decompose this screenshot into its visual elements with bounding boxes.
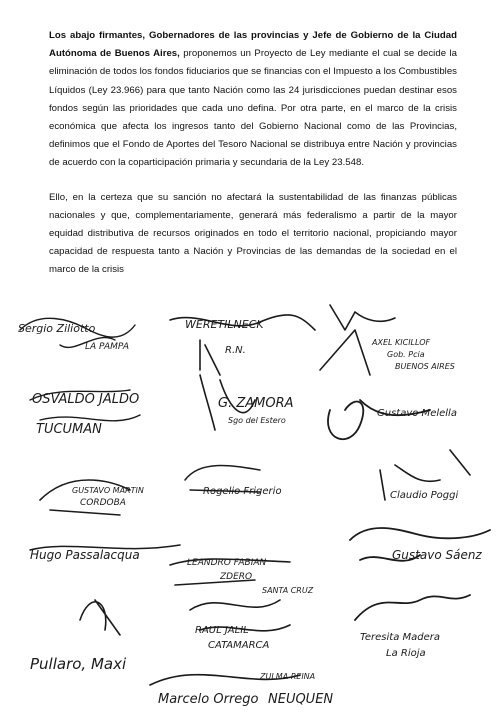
signature-la-pampa: LA PAMPA	[85, 342, 130, 352]
signature-madera: Teresita Madera	[360, 632, 440, 643]
signature-sgo-del-estero: Sgo del Estero	[228, 416, 286, 425]
signature-zulma-reina: ZULMA REINA	[260, 672, 316, 681]
signature-tucuman: TUCUMAN	[36, 422, 102, 437]
signature-orrego: Marcelo Orrego	[158, 692, 259, 707]
signature-catamarca: CATAMARCA	[208, 640, 270, 651]
signature-santa-cruz: SANTA CRUZ	[262, 586, 314, 595]
signature-stroke-madera	[355, 595, 470, 620]
signature-la-rioja: La Rioja	[386, 648, 426, 659]
signature-passalacqua: Hugo Passalacqua	[30, 548, 140, 562]
signature-weretilneck: WERETILNECK	[185, 318, 264, 331]
signature-stroke-melella	[328, 400, 430, 439]
signature-rn: R.N.	[225, 345, 246, 356]
signature-poggi: Claudio Poggi	[390, 490, 459, 501]
signature-buenos-aires: BUENOS AIRES	[395, 362, 455, 371]
signature-leandro-fabian: LEANDRO FABIAN	[187, 558, 267, 568]
signature-pullaro: Pullaro, Maxi	[30, 655, 127, 673]
letter-body	[49, 27, 457, 280]
signature-melella: Gustavo Melella	[377, 408, 457, 419]
signature-saenz: Gustavo Sáenz	[392, 548, 482, 562]
signature-stroke-left-initial	[80, 600, 120, 635]
paragraph-2: Ello, en la certeza que su sanción no afectará la sustentabilidad de las finanzas públicas nacionales y que, complementariamente, generará más federalismo a partir de la mayor equidad distributiva de recursos originados en todo el territorio nacional, propiciando mayor capacidad de respuesta tanto a Nación y Provincias de las demandas de la sociedad en el marco de la crisis	[49, 191, 457, 276]
signature-neuquen: NEUQUEN	[268, 692, 334, 707]
signature-jalil: RAUL JALIL	[195, 625, 249, 636]
signature-martin: GUSTAVO MARTIN	[72, 486, 144, 495]
paragraph-1	[49, 27, 457, 173]
signature-gob-pcia: Gob. Pcia	[387, 350, 425, 359]
signature-zamora: G. ZAMORA	[218, 396, 294, 411]
paragraph-1-lead: Los abajo firmantes, Gobernadores de las provincias y Jefe de Gobierno de la Ciudad Autónoma de Buenos Aires,	[49, 30, 457, 60]
signature-zdero: ZDERO	[220, 572, 253, 582]
signatures-area	[0, 300, 504, 720]
signature-kicillof: AXEL KICILLOF	[372, 338, 431, 347]
paragraph-1-body: proponemos un Proyecto de Ley mediante el cual se decide la eliminación de todos los fondos fiduciarios que se financias con el Impuesto a los Combustibles Líquidos (Ley 23.966) para que tanto Nación como las 24 jurisdicciones puedan destinar esos fondos según las prioridades que cada uno defina. Por otra parte, en el marco de la crisis económica que afecta los ingresos tanto del Gobierno Nacional como de las Provincias, definimos que el Fondo de Aportes del Tesoro Nacional se distribuya entre Nación y provincias de acuerdo con la coparticipación primaria y secundaria de la Ley 23.548.	[49, 48, 457, 169]
signature-frigerio: Rogelio Frigerio	[203, 486, 282, 497]
signature-cordoba: CORDOBA	[80, 498, 126, 508]
signature-jaldo: OSVALDO JALDO	[32, 392, 140, 407]
signature-ziliotto: Sergio Ziliotto	[18, 322, 96, 335]
